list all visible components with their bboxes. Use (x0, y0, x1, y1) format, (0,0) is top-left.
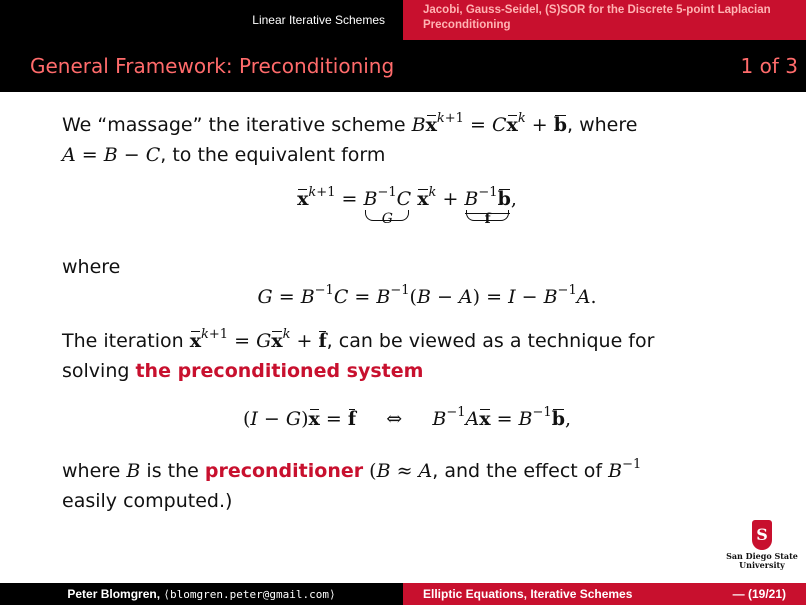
header-subsection-line1: Jacobi, Gauss-Seidel, (S)SOR for the Discrete 5-point Laplacian (423, 4, 771, 16)
slide-content (62, 110, 752, 516)
brace-G: $B^{-1}C$ G (363, 185, 412, 227)
page-counter: 1 of 3 (740, 54, 798, 78)
header-section[interactable]: Linear Iterative Schemes (0, 0, 403, 40)
equation-3: (I − G)x = f ⇔ $B^{-1}Ax = B^{-1}b$, (242, 405, 572, 430)
paragraph-1 (62, 110, 752, 170)
p3-text-b: is the (140, 460, 205, 482)
logo-line2: University (739, 560, 785, 570)
footer-talk-title: Elliptic Equations, Iterative Schemes (423, 587, 633, 601)
preconditioned-system-highlight: the preconditioned system (135, 360, 424, 382)
p2-text-a: The iteration (62, 330, 190, 352)
footer-author (0, 583, 403, 605)
equation-1: $x^{k+1} = B^{-1}C$ G $x^k + B^{-1}b$ f , (297, 185, 517, 227)
footer-author-name: Peter Blomgren, (67, 587, 161, 601)
equation-2: $G = B^{-1}C = B^{-1}(B - A) = I - B^{-1}A$. (257, 283, 597, 308)
university-shield-icon: S (752, 520, 772, 550)
logo-line1: San Diego State (726, 551, 798, 561)
footer-page-number: — (19/21) (732, 587, 786, 601)
header-subsection-line2: Preconditioning (423, 19, 511, 31)
frame-title: General Framework: Preconditioning (30, 54, 395, 78)
preconditioner-highlight: preconditioner (204, 460, 364, 482)
math-B: B (126, 460, 141, 482)
math-Binv: $B^{-1}$ (608, 457, 642, 482)
p1-text-c: , to the equivalent form (160, 144, 386, 166)
footer-right (403, 583, 806, 605)
header-subsection[interactable] (403, 0, 806, 40)
math-approx: (B ≈ A (369, 460, 433, 482)
where-label: where (62, 256, 121, 278)
frame-title-bar (0, 40, 806, 92)
university-logo (722, 520, 802, 580)
footer-bar (0, 583, 806, 605)
footer-email: ⟨blomgren.peter@gmail.com⟩ (163, 587, 336, 601)
math-splitting: A = B − C (62, 144, 161, 166)
p2-text-b: , can be viewed as a technique for (326, 330, 655, 352)
p1-text-a: We “massage” the iterative scheme (62, 114, 412, 136)
paragraph-3 (62, 456, 752, 516)
p3-text-a: where (62, 460, 127, 482)
p2-text-c: solving (62, 360, 136, 382)
brace-f: $B^{-1}b$ f (464, 185, 511, 227)
header-bar (0, 0, 806, 40)
math-iteration: $Bx^{k+1} = Cx^k + b$ (411, 111, 568, 136)
p1-text-b: , where (567, 114, 638, 136)
brace-G-label: G (381, 211, 393, 227)
p3-text-c: , and the effect of (432, 460, 609, 482)
math-iteration-G: $x^{k+1} = Gx^k + f$ (189, 327, 327, 352)
p3-text-d: easily computed.) (62, 490, 233, 512)
brace-f-label: f (464, 212, 510, 226)
paragraph-2 (62, 326, 752, 386)
